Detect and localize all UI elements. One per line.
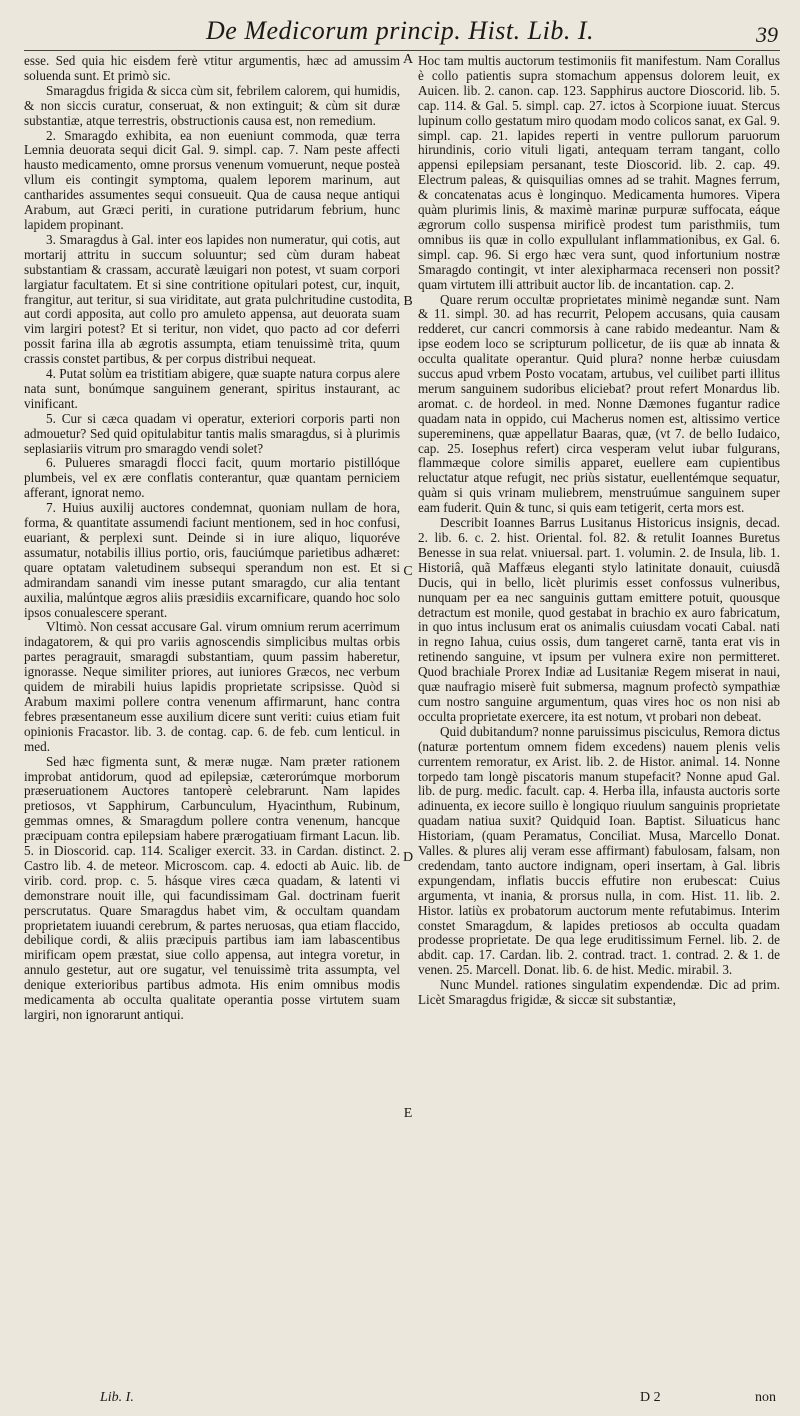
paragraph: Nunc Mundel. rationes singulatim expendendæ. Dic ad prim. Licèt Smaragdus frigidæ, & siccæ sit substantiæ, (418, 977, 780, 1008)
header-rule (24, 50, 780, 51)
paragraph: 2. Smaragdo exhibita, ea non eueniunt commoda, quæ terra Lemnia deuorata sequi dicit Gal. 9. simpl. cap. 7. Nam peste affecti hausto medicamento, omne prorsus venenum vomuerunt, neque posteà vllum eis contingit symptoma, qualem leporem marinum, aut cantharides assumentes sequi consueuit. Qua de causa neque antiqui Arabum, aut Græci periti, in curatione putridarum febrium, hunc lapidem propinant. (24, 127, 400, 232)
margin-letter-e: E (403, 1106, 413, 1121)
paragraph: 3. Smaragdus à Gal. inter eos lapides non numeratur, qui cotis, aut mortarij attritu in succum soluuntur; sed cùm duram habeat substantiam & crassam, accuratè læuigari non potest, vt suam corpori largiatur facultatem. Et si sine contritione opitulari potest, cur, inquit, frangitur, aut teritur, si sua viriditate, aut grata pulchritudine custodita, aut cordi apposita, aut collo pro amuleto appensa, aut deuorata suam vim largiri potest? Et si teritur, non videt, quo pacto ad cor deferri possit farina illa ab ægrotis assumpta, etiam tenuissimè trita, quum crassis constet partibus, & per corpus distribui nequeat. (24, 231, 400, 367)
gathering-mark: D 2 (640, 1390, 661, 1405)
paragraph: Quid dubitandum? nonne paruissimus pisciculus, Remora dictus (naturæ portentum omnem fidem excedens) nauem plenis velis currentem remoratur, ex Arist. lib. 2. de Histor. animal. 14. Nonne torpedo tam longè piscatoris manum stupefacit? Nonne apud Gal. lib. de purg. medic. facult. cap. 4. Herba illa, infausta auctoris sorte adinuenta, ex iecore suillo è longiquo riuulum sanguinis proprietate quadam natiua suxit? Quidquid Ioan. Baptist. Siluaticus hanc Historiam, (quam Peramatus, Conciliat. Musa, Marcello Donat. Valles. & plures alij veram esse affirmant) fabulosam, falsam, non credendam, tanto auctore indignam, operi insertam, à Gal. libris expungendam, inflatis buccis effutire non erubescat: Cuius argumenta, vt inania, & prorsus nulla, in com. Hist. 11. lib. 2. Histor. latiùs ex probatorum auctorum mente refutabimus. Interim constet Smaragdum, & lapides pretiosos ab occulta quadam prodesse proprietate. De qua lege eruditissimum Fernel. lib. 2. de abdit. cap. 17. Cardan. lib. 2. contrad. tract. 1. contrad. 2. & 1. de venen. 25. Marcell. Donat. lib. 6. de hist. Medic. mirabil. 3. (418, 723, 780, 978)
paragraph: 7. Huius auxilij auctores condemnat, quoniam nullam de hora, forma, & quantitate assumendi faciunt mentionem, sed in hoc confusi, euariant, & perplexi sunt. Deinde si in iure aliquo, liquoréve assumatur, notabilis illius portio, oris, fauciúmque parietibus adhæret: quare optatam valetudinem subsequi sperandum non est. Et si admirandam sanandi vim inesse putant smaragdo, cur alia tentant auxilia, malúntque ægros aliis præsidiis excarnificare, quando hoc solo ipsos conualescere sperant. (24, 500, 400, 620)
paragraph: 4. Putat solùm ea tristitiam abigere, quæ suapte natura corpus alere nata sunt, bonúmque sanguinem generant, spiritus instaurant, ac vinificant. (24, 366, 400, 411)
paragraph: 6. Pulueres smaragdi flocci facit, quum mortario pistillóque plumbeis, vel ex ære conflatis conterantur, quæ quantam perniciem afferant, ignorat nemo. (24, 455, 400, 501)
margin-letter-a: A (402, 52, 414, 67)
catchword: non (755, 1390, 776, 1405)
paragraph: Describit Ioannes Barrus Lusitanus Historicus insignis, decad. 2. lib. 6. c. 2. hist. Oriental. fol. 82. & retulit Ioannes Buretus Benesse in sua relat. vniuersal. part. 1. volumin. 2. de Insula, lib. 1. Historiâ, quã Maffæus eleganti stylo latinitate donauit, cuiusdã Ducis, qui in bello, licèt plurimis esset confossus vulneribus, nunquam per ea nec sanguinis guttam emittere potuit, quousque detractum est monile, quod gestabat in brachio ex auro fabricatum, in quo intus inclusum erat os animalis cuiusdam vocati Cabal. nati in regno Iahua, cuius ossis, dum tangeret carnē, tanta erat vis in retinendo sanguine, vt ipsum per vulnera exire non permitteret. Quod brachiale Prorex Indiæ ad Lusitaniæ Regem miserat in naui, quæ naufragio miserè fuit submersa, magnum profectò sympathiæ cum nostro sanguine argumentum, quas vires hoc os non nisi ab occulta proprietate exercere, ita est notum, vt probari non debeat. (418, 515, 780, 724)
right-column (418, 54, 780, 1376)
margin-letter-d: D (402, 850, 414, 865)
paragraph: Smaragdus frigida & sicca cùm sit, febrilem calorem, qui humidis, & non siccis curatur, conseruat, & non extinguit; & cùm sit duræ substantiæ, atque terrestris, obstructionis causa est, non remedium. (24, 82, 400, 128)
paragraph: Vltimò. Non cessat accusare Gal. virum omnium rerum acerrimum indagatorem, & qui pro variis agnoscendis simplicibus multas orbis partes peragrauit, smaragdi substantiam, quum passim haberetur, ignorasse. Neque similiter priores, aut iuniores Græcos, nec verbum quidem de mirabili huius lapidis proprietate scripsisse. Quòd si Arabum maximi pollere contra venenum affirmarunt, hanc contra febres præsentaneum esse auxilium dicere sunt veriti: cuius etiam fuit opinionis Fracastor. lib. 3. de contag. cap. 6. de feb. cum lenticul. in med. (24, 619, 400, 754)
running-title: De Medicorum princip. Hist. Lib. I. (206, 16, 594, 45)
margin-letter-b: B (403, 294, 413, 309)
signature-label: Lib. I. (100, 1390, 134, 1405)
margin-letter-c: C (403, 564, 413, 579)
paragraph: Quare rerum occultæ proprietates minimè negandæ sunt. Nam & 11. simpl. 30. ad has recurrit, Pelopem accusans, quia causam redderet, cur cancri commorsis à cane rabido medeantur. Nam & ipse eodem loco se scripturum pollicetur, de iis quæ ab innata & occulta qualitate operantur. Quid plura? nonne herbæ cuiusdam succus apud vrbem Posto vocatam, artubus, vel cuilibet parti illitus merum sanguinem sudoribus eliciebat? prout refert Monardus lib. aromat. c. de hordeol. in med. Nonne Dæmones fugantur radice quadam nata in oppido, cui Macherus nomen est, altissimo vertice supereminens, quæ appellatur Baaras, quæ, (vt 7. de bello Iudaico, cap. 25. Iosephus refert) circa vesperam velut iubar fulgurans, flammæque colore similis apparet, euellere eam cupientibus reluctatur atque refugit, nec priùs sistatur, euellentémque sequatur, quàm si quis vrinam muliebrem, menstruúmue sanguinem super eam fuderit. Quin & tunc, si quis eam tetigerit, certa mors est. (418, 291, 780, 516)
paragraph: Sed hæc figmenta sunt, & meræ nugæ. Nam præter rationem improbat antidorum, quod ad epilepsiæ, cæterorúmque morborum præseruationem Auctores tantoperè celebrarunt. Nam lapides pretiosos, vt Sapphirum, Carbunculum, Hyacinthum, Rubinum, gemmas omnes, & Smaragdum pollere contra venenum, hancque præcipuam contra epilepsiam habere prærogatiuam firmant Lacun. lib. 5. in Dioscorid. cap. 114. Scaliger exercit. 33. in Cardan. distinct. 2. Castro lib. 4. de meteor. Microscom. cap. 4. edocti ab Auic. lib. de virib. cord. prop. c. 5. hásque vires cæca quadam, & latenti vi demonstrare nouit ille, qui facundissimam Gal. doctrinam fuerit perscrutatus. Quare Smaragdus habet vim, & occultam quandam proprietatem iuuandi cerebrum, & partes neruosas, qua etiam flaccido, debilique cordi, & aliis præcipuis partibus iam iam labascentibus mirificam opem præstat, siue collo appensa, aut integra voretur, in annulo gestetur, aut ore sugatur, vel tenuissimè trita assumpta, vel denique exterioribus partibus admota. His enim omnibus modis medicamenta ab occulta qualitate operantia posse virtutem suam largiri, non ignorarunt antiqui. (24, 753, 400, 1022)
left-column (24, 54, 400, 1376)
paragraph: 5. Cur si cæca quadam vi operatur, exteriori corporis parti non admouetur? Sed quid opitulabitur tantis malis smaragdus, si à plurimis seplasiariis vitrum pro smaragdo vendi solet? (24, 410, 400, 456)
paragraph: esse. Sed quia hic eisdem ferè vtitur argumentis, hæc ad amussim soluenda sunt. Et primò sic. (24, 54, 400, 83)
paragraph: Hoc tam multis auctorum testimoniis fit manifestum. Nam Corallus è collo patientis supra stomachum appensus dolorem leuit, ex Auicen. lib. 2. canon. cap. 123. Sapphirus auctore Dioscorid. lib. 5. cap. 114. & Gal. 5. simpl. cap. 27. ictos à Scorpione iuuat. Stercus lupinum collo gestatum miro quodam modo colicos sanat, ex Gal. 9. simpl. cap. 21. lapides reperti in ventre pullorum paruorum hirundinis, corio vituli ligati, antequam terram tangant, collo appensi epilepsiam persanant, teste Dioscorid. lib. 2. cap. 49. Electrum paleas, & quisquilias omnes ad se trahit. Magnes ferrum, & concatenatas acus è longinquo. Medicamenta humores. Vipera quàm plurimis linis, & maximè marinæ purpuræ suffocata, eáque ægrorum collo suspensa mirificè prodest tum paristhmiis, tum omnibus iis quæ in collo expullulant inflammationibus, ex Gal. 6. simpl. cap. 96. Si ergo hæc vera sunt, quod infortunium nostræ Smaragdo contingit, vt inter alexipharmaca recenseri non possit? quam virtutem illi attribuit auctor lib. de incantation. cap. 2. (418, 54, 780, 292)
page-number: 39 (756, 22, 778, 47)
